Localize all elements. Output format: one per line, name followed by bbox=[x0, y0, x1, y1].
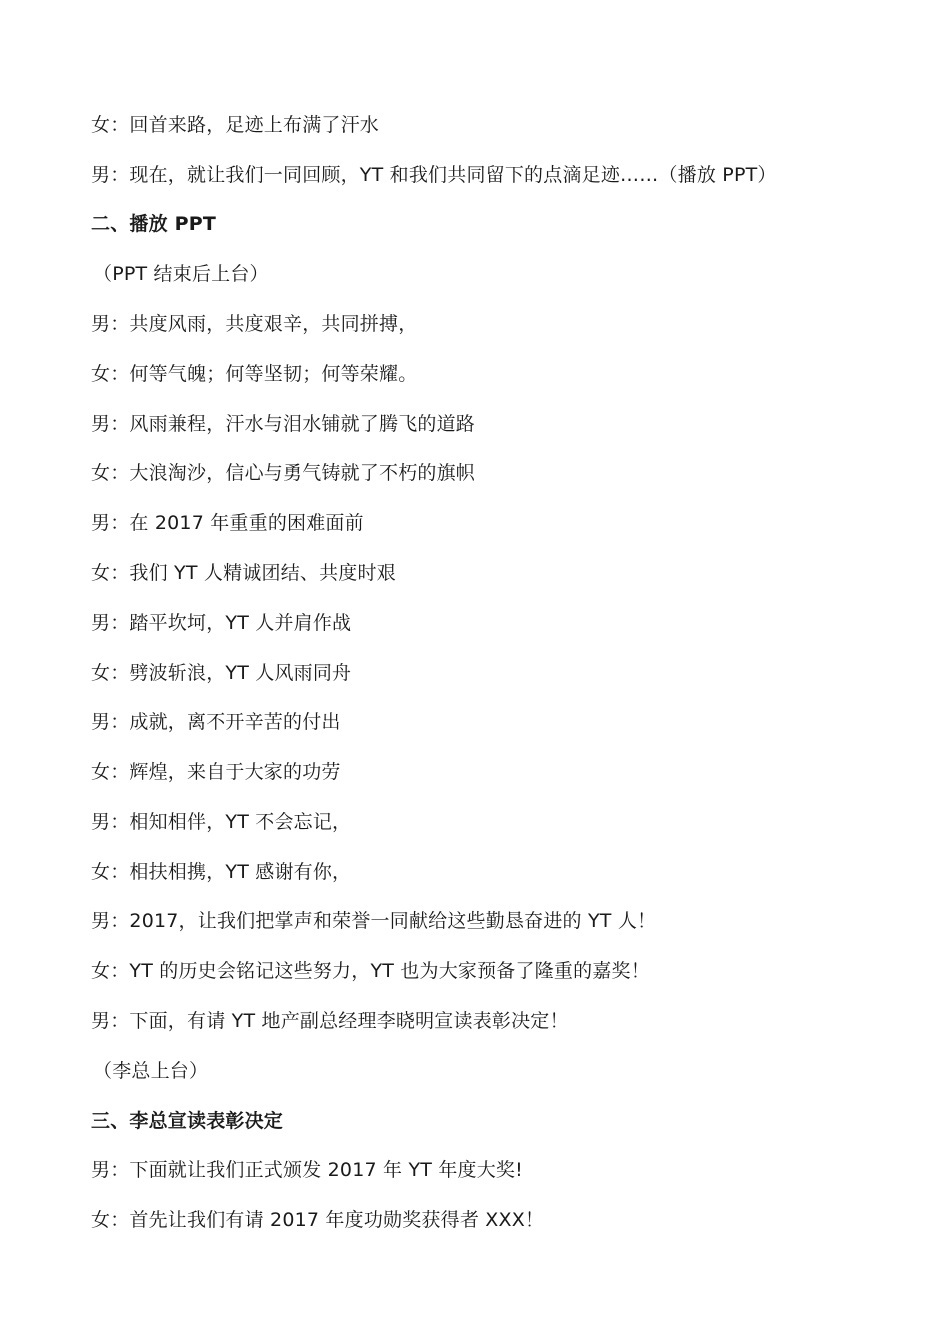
section-heading: 三、李总宣读表彰决定 bbox=[91, 1110, 284, 1132]
dialogue-line: 女：何等气魄；何等坚韧；何等荣耀。 bbox=[91, 363, 418, 385]
dialogue-line: 男：踏平坎坷，YT 人并肩作战 bbox=[91, 612, 352, 634]
dialogue-line: 女：回首来路，足迹上布满了汗水 bbox=[91, 114, 380, 136]
dialogue-line: 男：风雨兼程，汗水与泪水铺就了腾飞的道路 bbox=[91, 413, 476, 435]
dialogue-line: 男：下面就让我们正式颁发 2017 年 YT 年度大奖! bbox=[91, 1159, 523, 1181]
dialogue-line: 男：共度风雨，共度艰辛，共同拼搏， bbox=[91, 313, 418, 335]
dialogue-line: 女：大浪淘沙，信心与勇气铸就了不朽的旗帜 bbox=[91, 462, 476, 484]
stage-note: （李总上台） bbox=[93, 1060, 209, 1082]
section-heading: 二、播放 PPT bbox=[91, 213, 217, 235]
dialogue-line: 男：下面，有请 YT 地产副总经理李晓明宣读表彰决定！ bbox=[91, 1010, 569, 1032]
dialogue-line: 女：YT 的历史会铭记这些努力，YT 也为大家预备了隆重的嘉奖！ bbox=[91, 960, 650, 982]
stage-note: （PPT 结束后上台） bbox=[93, 263, 269, 285]
dialogue-line: 男：相知相伴，YT 不会忘记， bbox=[91, 811, 352, 833]
dialogue-line: 女：首先让我们有请 2017 年度功勋奖获得者 XXX！ bbox=[91, 1209, 545, 1231]
dialogue-line: 女：辉煌，来自于大家的功劳 bbox=[91, 761, 341, 783]
dialogue-line: 女：相扶相携，YT 感谢有你， bbox=[91, 861, 352, 883]
dialogue-line: 男：成就，离不开辛苦的付出 bbox=[91, 711, 341, 733]
dialogue-line: 女：我们 YT 人精诚团结、共度时艰 bbox=[91, 562, 396, 584]
dialogue-line: 女：劈波斩浪，YT 人风雨同舟 bbox=[91, 662, 352, 684]
dialogue-line: 男：现在，就让我们一同回顾，YT 和我们共同留下的点滴足迹……（播放 PPT） bbox=[91, 164, 777, 186]
dialogue-line: 男：2017，让我们把掌声和荣誉一同献给这些勤恳奋进的 YT 人！ bbox=[91, 910, 657, 932]
dialogue-line: 男：在 2017 年重重的困难面前 bbox=[91, 512, 364, 534]
